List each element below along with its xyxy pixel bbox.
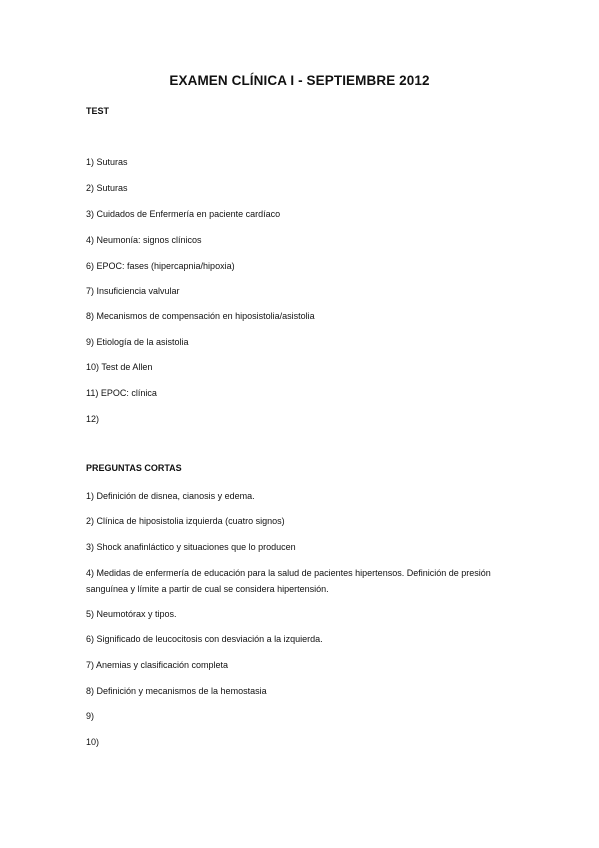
test-heading: TEST — [86, 106, 110, 116]
test-item-1: 1) Suturas — [86, 157, 128, 167]
test-item-10: 10) Test de Allen — [86, 362, 153, 372]
test-item-6: 6) EPOC: fases (hipercapnia/hipoxia) — [86, 261, 235, 271]
test-item-11: 11) EPOC: clínica — [86, 388, 157, 398]
test-item-4: 4) Neumonía: signos clínicos — [86, 235, 202, 245]
short-question-8: 8) Definición y mecanismos de la hemostasia — [86, 686, 267, 696]
test-item-8: 8) Mecanismos de compensación en hiposistolia/asistolia — [86, 311, 315, 321]
page-title: EXAMEN CLÍNICA I - SEPTIEMBRE 2012 — [169, 73, 430, 88]
short-question-1: 1) Definición de disnea, cianosis y edema. — [86, 491, 255, 501]
test-item-12: 12) — [86, 414, 100, 424]
short-questions-heading: PREGUNTAS CORTAS — [86, 463, 182, 473]
short-question-4: 4) Medidas de enfermería de educación para la salud de pacientes hipertensos. Definición de presión sanguínea y límite a partir de cual se considera hipertensión. — [86, 568, 491, 594]
short-question-7: 7) Anemias y clasificación completa — [86, 660, 229, 670]
short-question-3: 3) Shock anafinláctico y situaciones que lo producen — [86, 542, 296, 552]
short-question-6: 6) Significado de leucocitosis con desviación a la izquierda. — [86, 634, 323, 644]
short-question-2: 2) Clínica de hiposistolia izquierda (cuatro signos) — [86, 516, 285, 526]
short-question-5: 5) Neumotórax y tipos. — [86, 609, 177, 619]
short-question-10: 10) — [86, 737, 100, 747]
test-item-7: 7) Insuficiencia valvular — [86, 286, 180, 296]
short-question-9: 9) — [86, 711, 95, 721]
test-item-9: 9) Etiología de la asistolia — [86, 337, 189, 347]
test-item-2: 2) Suturas — [86, 183, 128, 193]
test-item-3: 3) Cuidados de Enfermería en paciente cardíaco — [86, 209, 281, 219]
